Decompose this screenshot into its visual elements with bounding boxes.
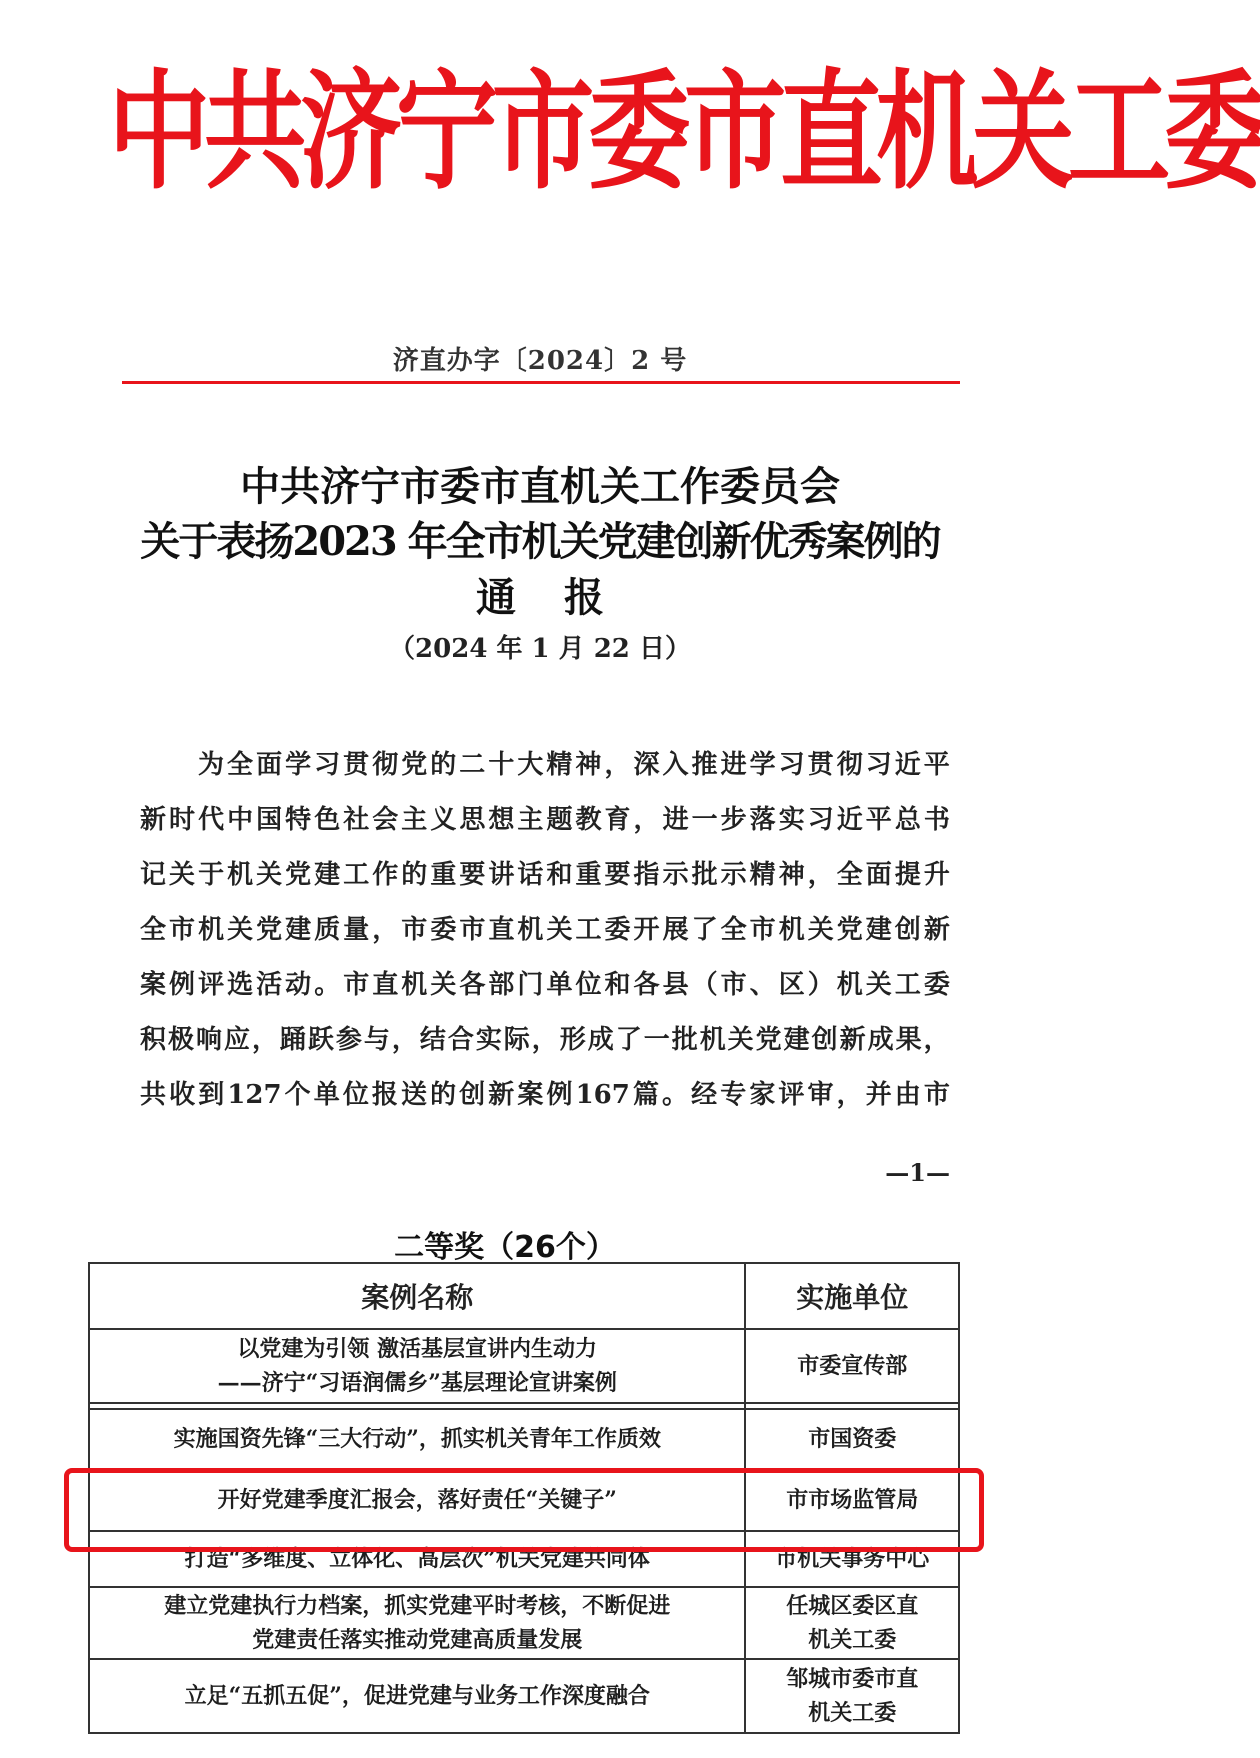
case-name-cell: [89, 1409, 745, 1469]
unit-name: 任城区委区直: [786, 1593, 919, 1619]
case-name-subtitle: ——济宁“习语润儒乡”基层理论宣讲案例: [217, 1370, 617, 1396]
table-header-row: [89, 1263, 959, 1329]
unit-name: 市市场监管局: [786, 1487, 919, 1513]
case-name: 开好党建季度汇报会，落好责任“关键子”: [217, 1487, 617, 1513]
case-name: 立足“五抓五促”，促进党建与业务工作深度融合: [184, 1683, 650, 1709]
red-divider-line: [122, 381, 960, 384]
case-name: 以党建为引领 激活基层宣讲内生动力: [237, 1336, 598, 1362]
title-line-1: 中共济宁市委市直机关工作委员会: [240, 463, 840, 510]
award-section-title: 二等奖（26个）: [394, 1230, 616, 1265]
unit-cell: [745, 1659, 959, 1733]
case-name: 打造“多维度、立体化、高层次”机关党建共同体: [184, 1546, 650, 1572]
case-name-continued: 党建责任落实推动党建高质量发展: [252, 1627, 583, 1653]
body-line: 案 例 评 选 活 动 。 市 直 机 关 各 部 门 单 位 和 各 县 （ 市 、 区 ） 机 关 工 委: [140, 970, 950, 1000]
case-name: 实施国资先锋“三大行动”，抓实机关青年工作质效: [173, 1426, 661, 1452]
unit-name: 邹城市委市直: [786, 1666, 919, 1692]
unit-name-continued: 机关工委: [808, 1700, 897, 1726]
masthead: 中共济宁市委市直机关工委: [108, 58, 1260, 207]
unit-name: 市机关事务中心: [775, 1546, 930, 1572]
body-line: 记 关 于 机 关 党 建 工 作 的 重 要 讲 话 和 重 要 指 示 批 示 精 神 ， 全 面 提 升: [140, 860, 950, 890]
unit-name: 市委宣传部: [797, 1353, 908, 1379]
unit-cell: [745, 1587, 959, 1659]
notice-date: （2024 年 1 月 22 日）: [389, 634, 691, 664]
table-row: [89, 1659, 959, 1733]
case-name-cell: [89, 1329, 745, 1403]
red-highlight-box: [64, 1468, 984, 1552]
body-line: 共 收 到 127 个 单 位 报 送 的 创 新 案 例 167 篇 。 经 专 家 评 审 ， 并 由 市: [140, 1080, 950, 1110]
body-line: 新 时 代 中 国 特 色 社 会 主 义 思 想 主 题 教 育 ， 进 一 步 落 实 习 近 平 总 书: [140, 805, 950, 835]
case-name-cell: [89, 1587, 745, 1659]
body-line: 全 市 机 关 党 建 质 量 ， 市 委 市 直 机 关 工 委 开 展 了 全 市 机 关 党 建 创 新: [140, 915, 950, 945]
body-paragraph: [140, 738, 950, 1123]
document-number: 济直办字〔2024〕2 号: [392, 346, 688, 376]
body-line: 积 极 响 应 ， 踊 跃 参 与 ， 结 合 实 际 ， 形 成 了 一 批 机 关 党 建 创 新 成 果 ，: [140, 1025, 950, 1055]
unit-name: 市国资委: [808, 1426, 897, 1452]
table-row: [89, 1409, 959, 1469]
unit-cell: [745, 1409, 959, 1469]
unit-cell: [745, 1329, 959, 1403]
table-row: [89, 1329, 959, 1403]
title-line-3: 通报: [476, 574, 652, 621]
table-row: [89, 1587, 959, 1659]
page-number: —1—: [885, 1158, 950, 1187]
column-header-name: 案例名称: [89, 1263, 745, 1329]
title-line-2: 关于表扬2023 年全市机关党建创新优秀案例的: [140, 518, 940, 565]
unit-name-continued: 机关工委: [808, 1627, 897, 1653]
case-name: 建立党建执行力档案，抓实党建平时考核，不断促进: [164, 1593, 671, 1619]
body-line: 为 全 面 学 习 贯 彻 党 的 二 十 大 精 神 ， 深 入 推 进 学 习 贯 彻 习 近 平: [198, 750, 950, 780]
column-header-unit: 实施单位: [745, 1263, 959, 1329]
case-name-cell: [89, 1659, 745, 1733]
